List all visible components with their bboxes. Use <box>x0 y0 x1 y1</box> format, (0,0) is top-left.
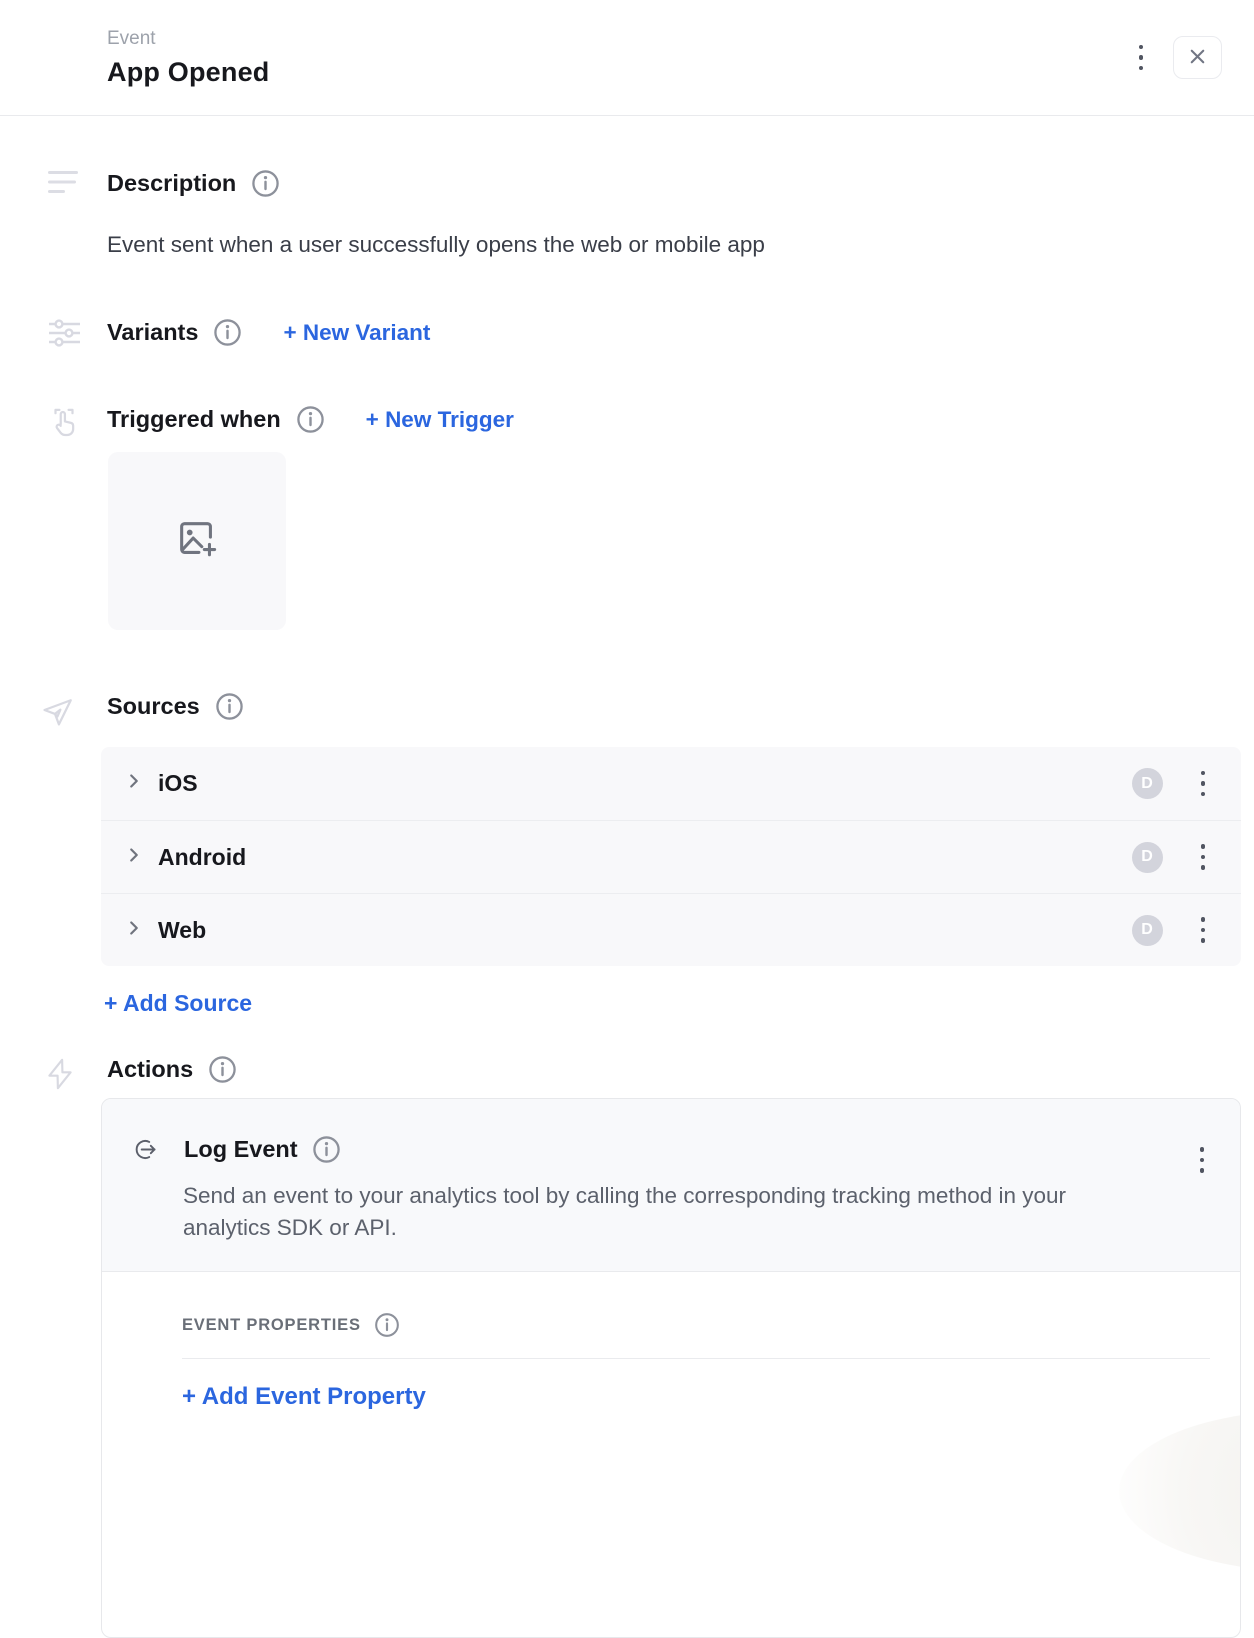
text-lines-icon <box>46 170 82 196</box>
destination-badge[interactable]: D <box>1132 915 1163 946</box>
properties-divider <box>182 1358 1210 1359</box>
sources-label: Sources <box>107 693 200 719</box>
source-name: iOS <box>158 770 198 796</box>
add-event-property-button[interactable]: + Add Event Property <box>182 1383 426 1411</box>
source-row-android[interactable] <box>101 820 1241 893</box>
sliders-icon <box>46 319 82 347</box>
description-text: Event sent when a user successfully opens the web or mobile app <box>107 232 765 257</box>
close-button[interactable] <box>1173 36 1222 79</box>
new-trigger-button[interactable]: + New Trigger <box>365 406 514 432</box>
destination-badge[interactable]: D <box>1132 842 1163 873</box>
header-controls <box>1131 36 1223 79</box>
source-kebab-menu-icon[interactable] <box>1193 763 1214 805</box>
source-kebab-menu-icon[interactable] <box>1193 836 1214 878</box>
variants-section <box>0 318 1254 347</box>
triggered-when-label: Triggered when <box>107 406 281 432</box>
chevron-right-icon[interactable] <box>123 917 145 944</box>
tap-pointer-icon <box>46 406 82 440</box>
log-event-icon <box>131 1136 158 1163</box>
sources-list <box>101 747 1241 966</box>
log-event-card <box>101 1098 1241 1638</box>
source-row-web[interactable] <box>101 893 1241 966</box>
event-properties-label: EVENT PROPERTIES <box>182 1315 361 1334</box>
actions-label: Actions <box>107 1056 194 1082</box>
header-titles <box>107 28 270 88</box>
chevron-right-icon[interactable] <box>123 770 145 797</box>
log-event-header <box>102 1099 1240 1272</box>
destination-badge[interactable]: D <box>1132 768 1163 799</box>
description-label: Description <box>107 170 237 196</box>
sources-info-icon[interactable] <box>215 692 244 721</box>
source-name: Web <box>158 916 207 943</box>
actions-info-icon[interactable] <box>208 1055 237 1084</box>
add-source-button[interactable]: + Add Source <box>104 990 253 1016</box>
variants-info-icon[interactable] <box>213 318 242 347</box>
log-event-kebab-menu-icon[interactable] <box>1192 1139 1213 1181</box>
new-variant-button[interactable]: + New Variant <box>283 319 431 345</box>
lightning-bolt-icon <box>42 1056 78 1092</box>
header-kebab-menu-icon[interactable] <box>1131 37 1152 79</box>
source-kebab-menu-icon[interactable] <box>1193 909 1214 951</box>
close-icon <box>1186 45 1209 71</box>
source-name: Android <box>158 843 247 870</box>
image-plus-icon <box>174 516 220 567</box>
log-event-description: Send an event to your analytics tool by calling the corresponding tracking method in your analytics SDK or API. <box>183 1183 1067 1241</box>
decorative-arc <box>1119 1411 1241 1571</box>
chevron-right-icon[interactable] <box>123 844 145 871</box>
log-event-title: Log Event <box>184 1136 298 1162</box>
entity-kind-label: Event <box>107 27 156 49</box>
page-title: App Opened <box>107 56 270 87</box>
actions-section <box>0 1055 1254 1084</box>
add-trigger-image-dropzone[interactable] <box>108 452 286 630</box>
panel-header <box>0 0 1254 116</box>
log-event-info-icon[interactable] <box>312 1135 341 1164</box>
description-info-icon[interactable] <box>251 169 280 198</box>
description-section <box>0 169 1254 198</box>
log-event-body <box>102 1272 1240 1411</box>
variants-label: Variants <box>107 319 199 345</box>
event-properties-info-icon[interactable] <box>374 1312 400 1338</box>
triggers-info-icon[interactable] <box>296 405 325 434</box>
triggers-section <box>0 405 1254 434</box>
paper-plane-icon <box>40 693 76 733</box>
sources-section <box>0 692 1254 721</box>
source-row-ios[interactable] <box>101 747 1241 820</box>
